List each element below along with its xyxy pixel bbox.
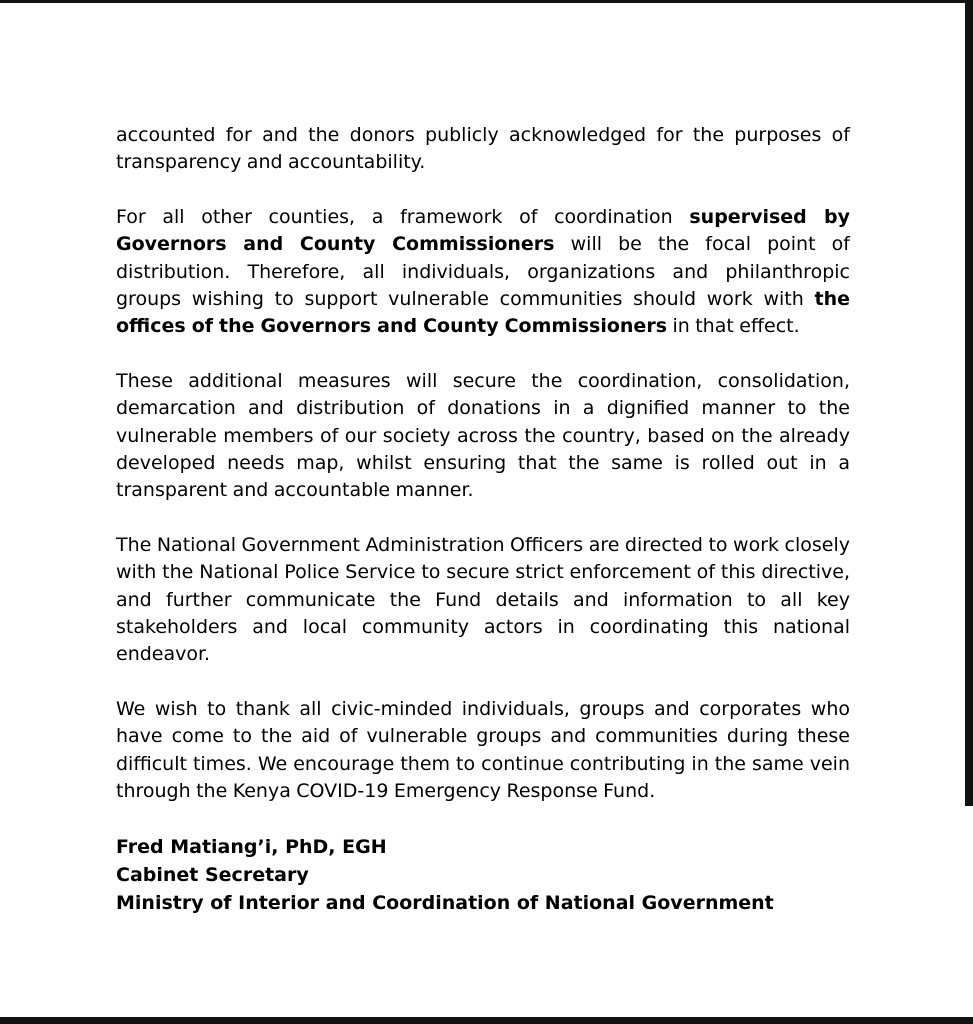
text-segment: We wish to thank all civic-minded individuals, groups and corporates who have come to the aid of vulnerable groups and communities during these difficult times. We encourage them to continue contributing in the same vein through the Kenya COVID-19 Emergency Response Fund. bbox=[116, 698, 850, 802]
document-page bbox=[116, 122, 850, 917]
frame-bottom-border bbox=[0, 1017, 973, 1024]
signature-block bbox=[116, 833, 850, 917]
text-segment: For all other counties, a framework of coordination bbox=[116, 206, 690, 229]
bold-text-segment: supervised by Governors and County Commissioners bbox=[116, 206, 851, 256]
text-segment: will be the focal point of distribution. Therefore, all individuals, organizations and philanthropic groups wishing to support vulnerable communities should work with bbox=[116, 233, 850, 310]
paragraph-administration-officers bbox=[116, 532, 850, 668]
paragraph-coordination-framework bbox=[116, 204, 850, 340]
text-segment: in that effect. bbox=[667, 315, 800, 338]
signatory-title: Cabinet Secretary bbox=[116, 863, 309, 886]
bold-text-segment: the offices of the Governors and County Commissioners bbox=[116, 287, 850, 338]
signatory-name: Fred Matiang’i, PhD, EGH bbox=[116, 835, 387, 858]
paragraph-additional-measures bbox=[116, 368, 850, 504]
text-segment: accounted for and the donors publicly acknowledged for the purposes of transparency and accountability. bbox=[116, 124, 850, 174]
paragraph-thanks bbox=[116, 696, 850, 805]
paragraph-accountability bbox=[116, 122, 850, 177]
text-segment: These additional measures will secure the coordination, consolidation, demarcation and distribution of donations in a dignified manner to the vulnerable members of our society across the country, based on the already developed needs map, whilst ensuring that the same is rolled out in a transparent and accountable manner. bbox=[116, 370, 850, 502]
text-segment: The National Government Administration Officers are directed to work closely with the National Police Service to secure strict enforcement of this directive, and further communicate the Fund details and information to all key stakeholders and local community actors in coordinating this national endeavor. bbox=[116, 534, 850, 666]
frame-right-border bbox=[965, 0, 973, 806]
frame-top-border bbox=[0, 0, 973, 3]
signatory-ministry: Ministry of Interior and Coordination of National Government bbox=[116, 891, 774, 914]
